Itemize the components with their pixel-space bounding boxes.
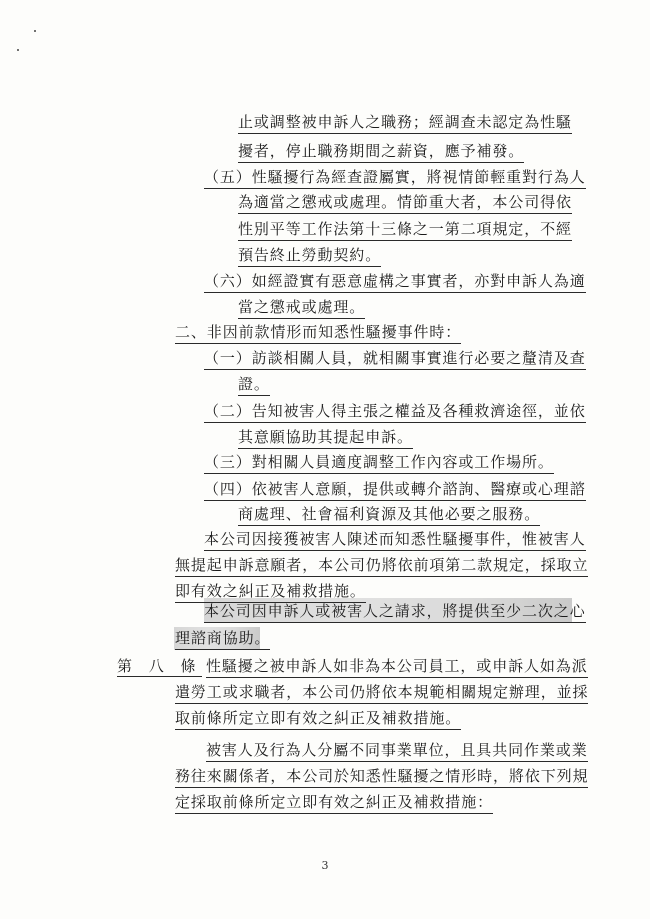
page-number: 3 bbox=[321, 859, 329, 872]
paragraph-line: 無提起申訴意願者，本公司仍將依前項第二款規定，採取立 bbox=[175, 555, 588, 577]
list-item: （六）如經證實有惡意虛構之事實者，亦對申訴人為適 bbox=[204, 271, 586, 293]
scan-speck bbox=[17, 49, 19, 51]
paragraph-line: 本公司因接獲被害人陳述而知悉性騷擾事件，惟被害人 bbox=[204, 529, 586, 551]
text-line: 擾者，停止職務期間之薪資，應予補發。 bbox=[238, 141, 524, 163]
text-line: 性別平等工作法第十三條之一第二項規定，不經 bbox=[238, 219, 572, 241]
scan-speck bbox=[34, 30, 36, 32]
text-line: 證。 bbox=[238, 374, 270, 396]
section-heading: 二、非因前款情形而知悉性騷擾事件時： bbox=[175, 322, 461, 344]
text-line: 商處理、社會福利資源及其他必要之服務。 bbox=[238, 504, 540, 526]
paragraph-line: 務往來關係者，本公司於知悉性騷擾之情形時，將依下列規 bbox=[175, 766, 588, 788]
text-line: 為適當之懲戒或處理。情節重大者，本公司得依 bbox=[238, 192, 572, 214]
paragraph-line: 定採取前條所定立即有效之糾正及補救措施： bbox=[175, 792, 493, 814]
text-line: 其意願協助其提起申訴。 bbox=[238, 427, 413, 449]
highlighted-line: 理諮商協助。 bbox=[175, 628, 270, 650]
paragraph-line: 被害人及行為人分屬不同事業單位，且具共同作業或業 bbox=[206, 740, 588, 762]
paragraph-line: 遣勞工或求職者，本公司仍將依本規範相關規定辦理，並採 bbox=[175, 682, 588, 704]
highlighted-line: 本公司因申訴人或被害人之請求，將提供至少二次之心 bbox=[204, 601, 586, 623]
paragraph-line: 即有效之糾正及補救措施。 bbox=[175, 581, 366, 603]
list-item: （五）性騷擾行為經查證屬實，將視情節輕重對行為人 bbox=[204, 167, 586, 189]
paragraph-line: 取前條所定立即有效之糾正及補救措施。 bbox=[175, 708, 461, 730]
list-item: （三）對相關人員適度調整工作內容或工作場所。 bbox=[204, 452, 554, 474]
list-item: （二）告知被害人得主張之權益及各種救濟途徑，並依 bbox=[204, 401, 586, 423]
paragraph-line: 性騷擾之被申訴人如非為本公司員工，或申訴人如為派 bbox=[206, 656, 588, 678]
list-item: （一）訪談相關人員，就相關事實進行必要之釐清及查 bbox=[204, 348, 586, 370]
text-line: 止或調整被申訴人之職務；經調查未認定為性騷 bbox=[238, 112, 572, 134]
text-line: 當之懲戒或處理。 bbox=[238, 297, 365, 319]
text-line: 預告終止勞動契約。 bbox=[238, 245, 381, 267]
article-label: 第 八 條 bbox=[117, 657, 202, 675]
list-item: （四）依被害人意願，提供或轉介諮詢、醫療或心理諮 bbox=[204, 479, 586, 501]
